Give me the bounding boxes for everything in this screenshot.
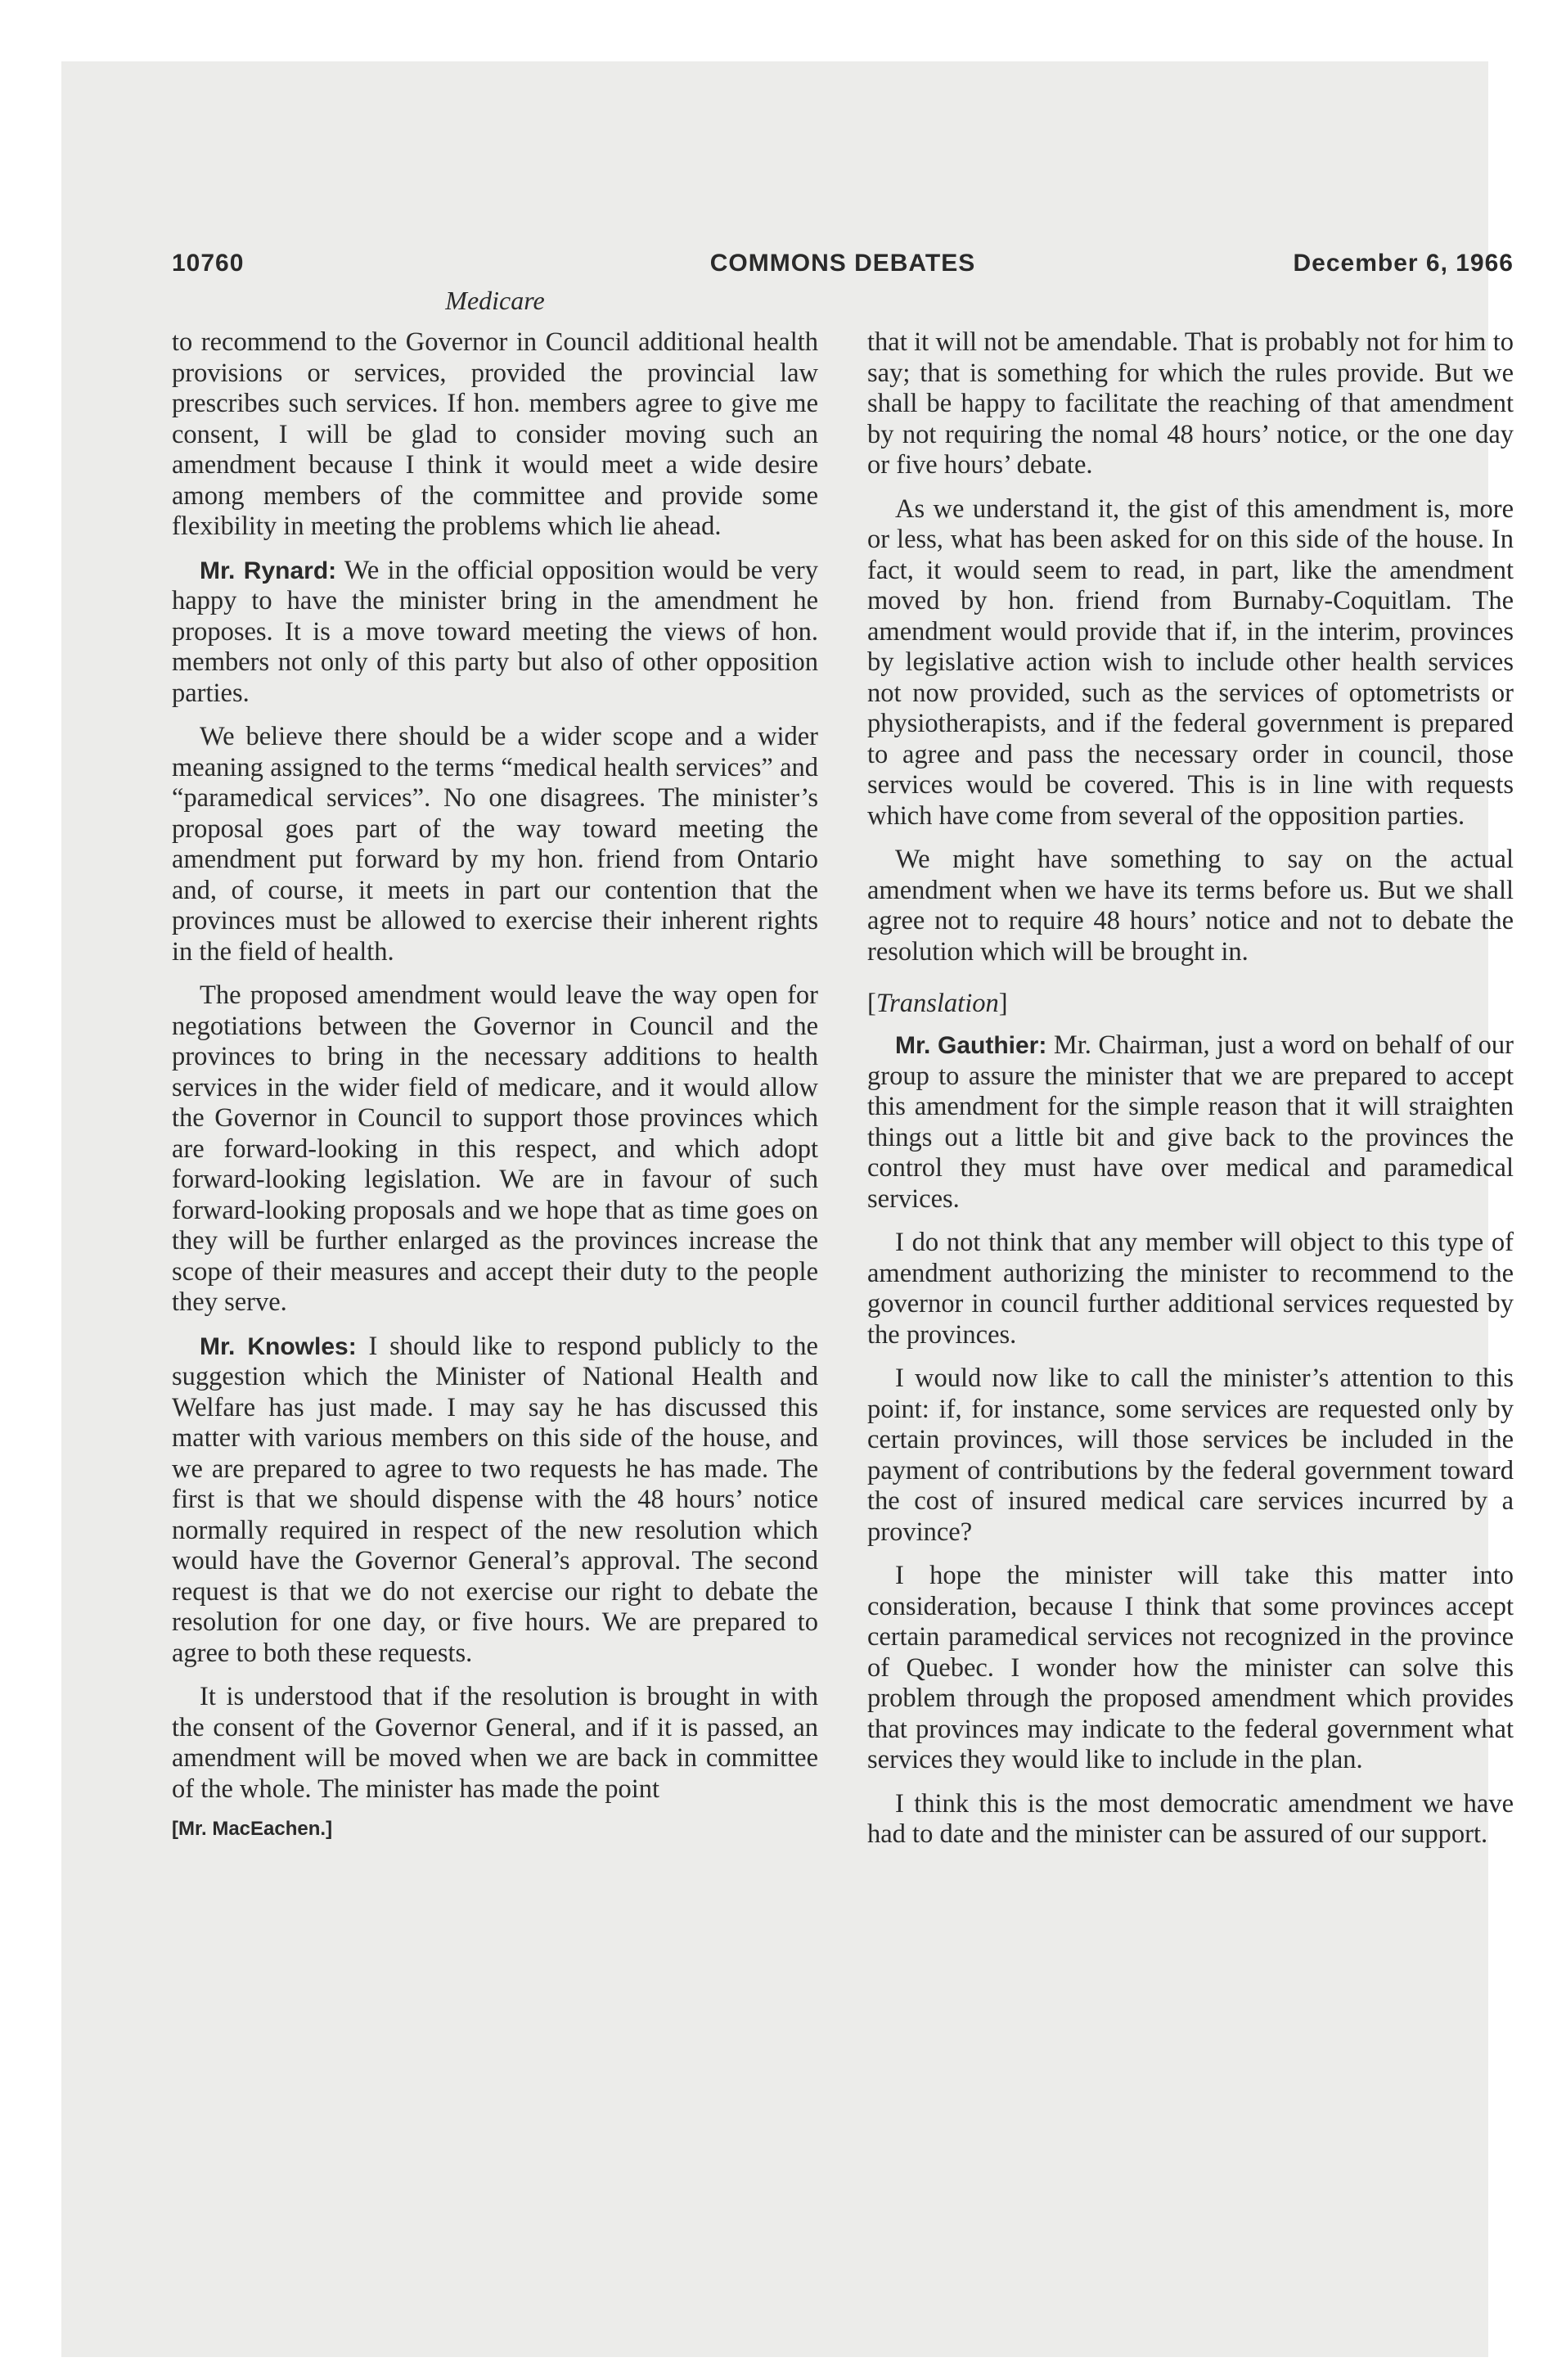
paragraph [172, 556, 818, 710]
paragraph: The proposed amendment would leave the way open for negotiations between the Governor in Council and the provinces to bring in the necessary additions to health services in the wider field of medicare, and it would allow the Governor in Council to support those provinces which are forward-looking in this respect, and which adopt forward-looking legislation. We are in favour of such forward-looking proposals and we hope that as time goes on they will be further enlarged as the provinces increase the scope of their measures and accept their duty to the people they serve. [172, 980, 818, 1317]
hansard-page [172, 250, 1514, 2214]
paragraph: It is understood that if the resolution is brought in with the consent of the Governor General, and if it is passed, an amendment will be moved when we are back in committee of the whole. The minister has made the point [172, 1682, 818, 1804]
speaker-name: Mr. Gauthier: [895, 1032, 1047, 1059]
translation-marker: [Translation] [867, 989, 1008, 1018]
header-date: December 6, 1966 [1293, 250, 1514, 277]
paragraph [172, 1332, 818, 1670]
text-columns [172, 327, 1514, 1864]
speaker-name: Mr. Knowles: [200, 1332, 357, 1360]
paragraph: I hope the minister will take this matter into consideration, because I think that some provinces accept certain paramedical services not recognized in the province of Quebec. I wonder how the minister can solve this problem through the proposed amendment which provides that provinces may indicate to the federal government what services they would like to include in the plan. [867, 1561, 1514, 1774]
paragraph-text: Mr. Chairman, just a word on behalf of our group to assure the minister that we are prepared to accept this amendment for the simple reason that it will straighten things out a little bit and give back to the provinces the control they must have over medical and paramedical services. [867, 1030, 1514, 1214]
paragraph: I do not think that any member will object to this type of amendment authorizing the minister to recommend to the governor in council further additional services requested by the provinces. [867, 1228, 1514, 1350]
paragraph: to recommend to the Governor in Council additional health provisions or services, provided the provincial law prescribes such services. If hon. members agree to give me consent, I will be glad to consider moving such an amendment because I think it would meet a wide desire among members of the committee and provide some flexibility in meeting the problems which lie ahead. [172, 327, 818, 541]
page-sheet [61, 61, 1514, 2357]
paragraph: We might have something to say on the actual amendment when we have its terms before us. But we shall agree not to require 48 hours’ notice and not to debate the resolution which will be brought in. [867, 845, 1514, 967]
left-column [172, 327, 818, 1864]
paragraph: I would now like to call the minister’s attention to this point: if, for instance, some services are requested only by certain provinces, will those services be included in the payment of contributions by the federal government toward the cost of insured medical care services incurred by a province? [867, 1364, 1514, 1547]
subject-heading: Medicare [445, 286, 545, 315]
page-footer: [Mr. MacEachen.] [172, 1818, 333, 1840]
paragraph: As we understand it, the gist of this amendment is, more or less, what has been asked for on this side of the house. In fact, it would seem to read, in part, like the amendment moved by hon. friend from Burnaby-Coquitlam. The amendment would provide that if, in the interim, provinces by legislative action wish to include other health services not now provided, such as the services of optometrists or physiotherapists, and if the federal government is prepared to agree and pass the necessary order in council, those services would be covered. This is in line with requests which have come from several of the opposition parties. [867, 494, 1514, 831]
paragraph [867, 1030, 1514, 1215]
translation-label: Translation [875, 989, 999, 1018]
publication-title: COMMONS DEBATES [709, 250, 976, 277]
paragraph: We believe there should be a wider scope and a wider meaning assigned to the terms “medical health services” and “paramedical services”. No one disagrees. The minister’s proposal goes part of the way toward meeting the amendment put forward by my hon. friend from Ontario and, of course, it meets in part our contention that the provinces must be allowed to exercise their inherent rights in the field of health. [172, 722, 818, 967]
paragraph: I think this is the most democratic amendment we have had to date and the minister can be assured of our support. [867, 1788, 1514, 1849]
page-number: 10760 [172, 250, 245, 277]
right-column [867, 327, 1514, 1864]
speaker-name: Mr. Rynard: [200, 557, 337, 584]
paragraph-text: We in the official opposition would be very happy to have the minister bring in the amendment he proposes. It is a move toward meeting the views of hon. members not only of this party but also of other opposition parties. [172, 555, 818, 708]
paragraph-text: I should like to respond publicly to the suggestion which the Minister of National Health and Welfare has just made. I may say he has discussed this matter with various members on this side of the house, and we are prepared to agree to two requests he has made. The first is that we should dispense with the 48 hours’ notice normally required in respect of the new resolution which would have the Governor General’s approval. The second request is that we do not exercise our right to debate the resolution for one day, or five hours. We are prepared to agree to both these requests. [172, 1331, 818, 1668]
paragraph: that it will not be amendable. That is probably not for him to say; that is something for which the rules provide. But we shall be happy to facilitate the reaching of that amendment by not requiring the nomal 48 hours’ notice, or the one day or five hours’ debate. [867, 327, 1514, 480]
